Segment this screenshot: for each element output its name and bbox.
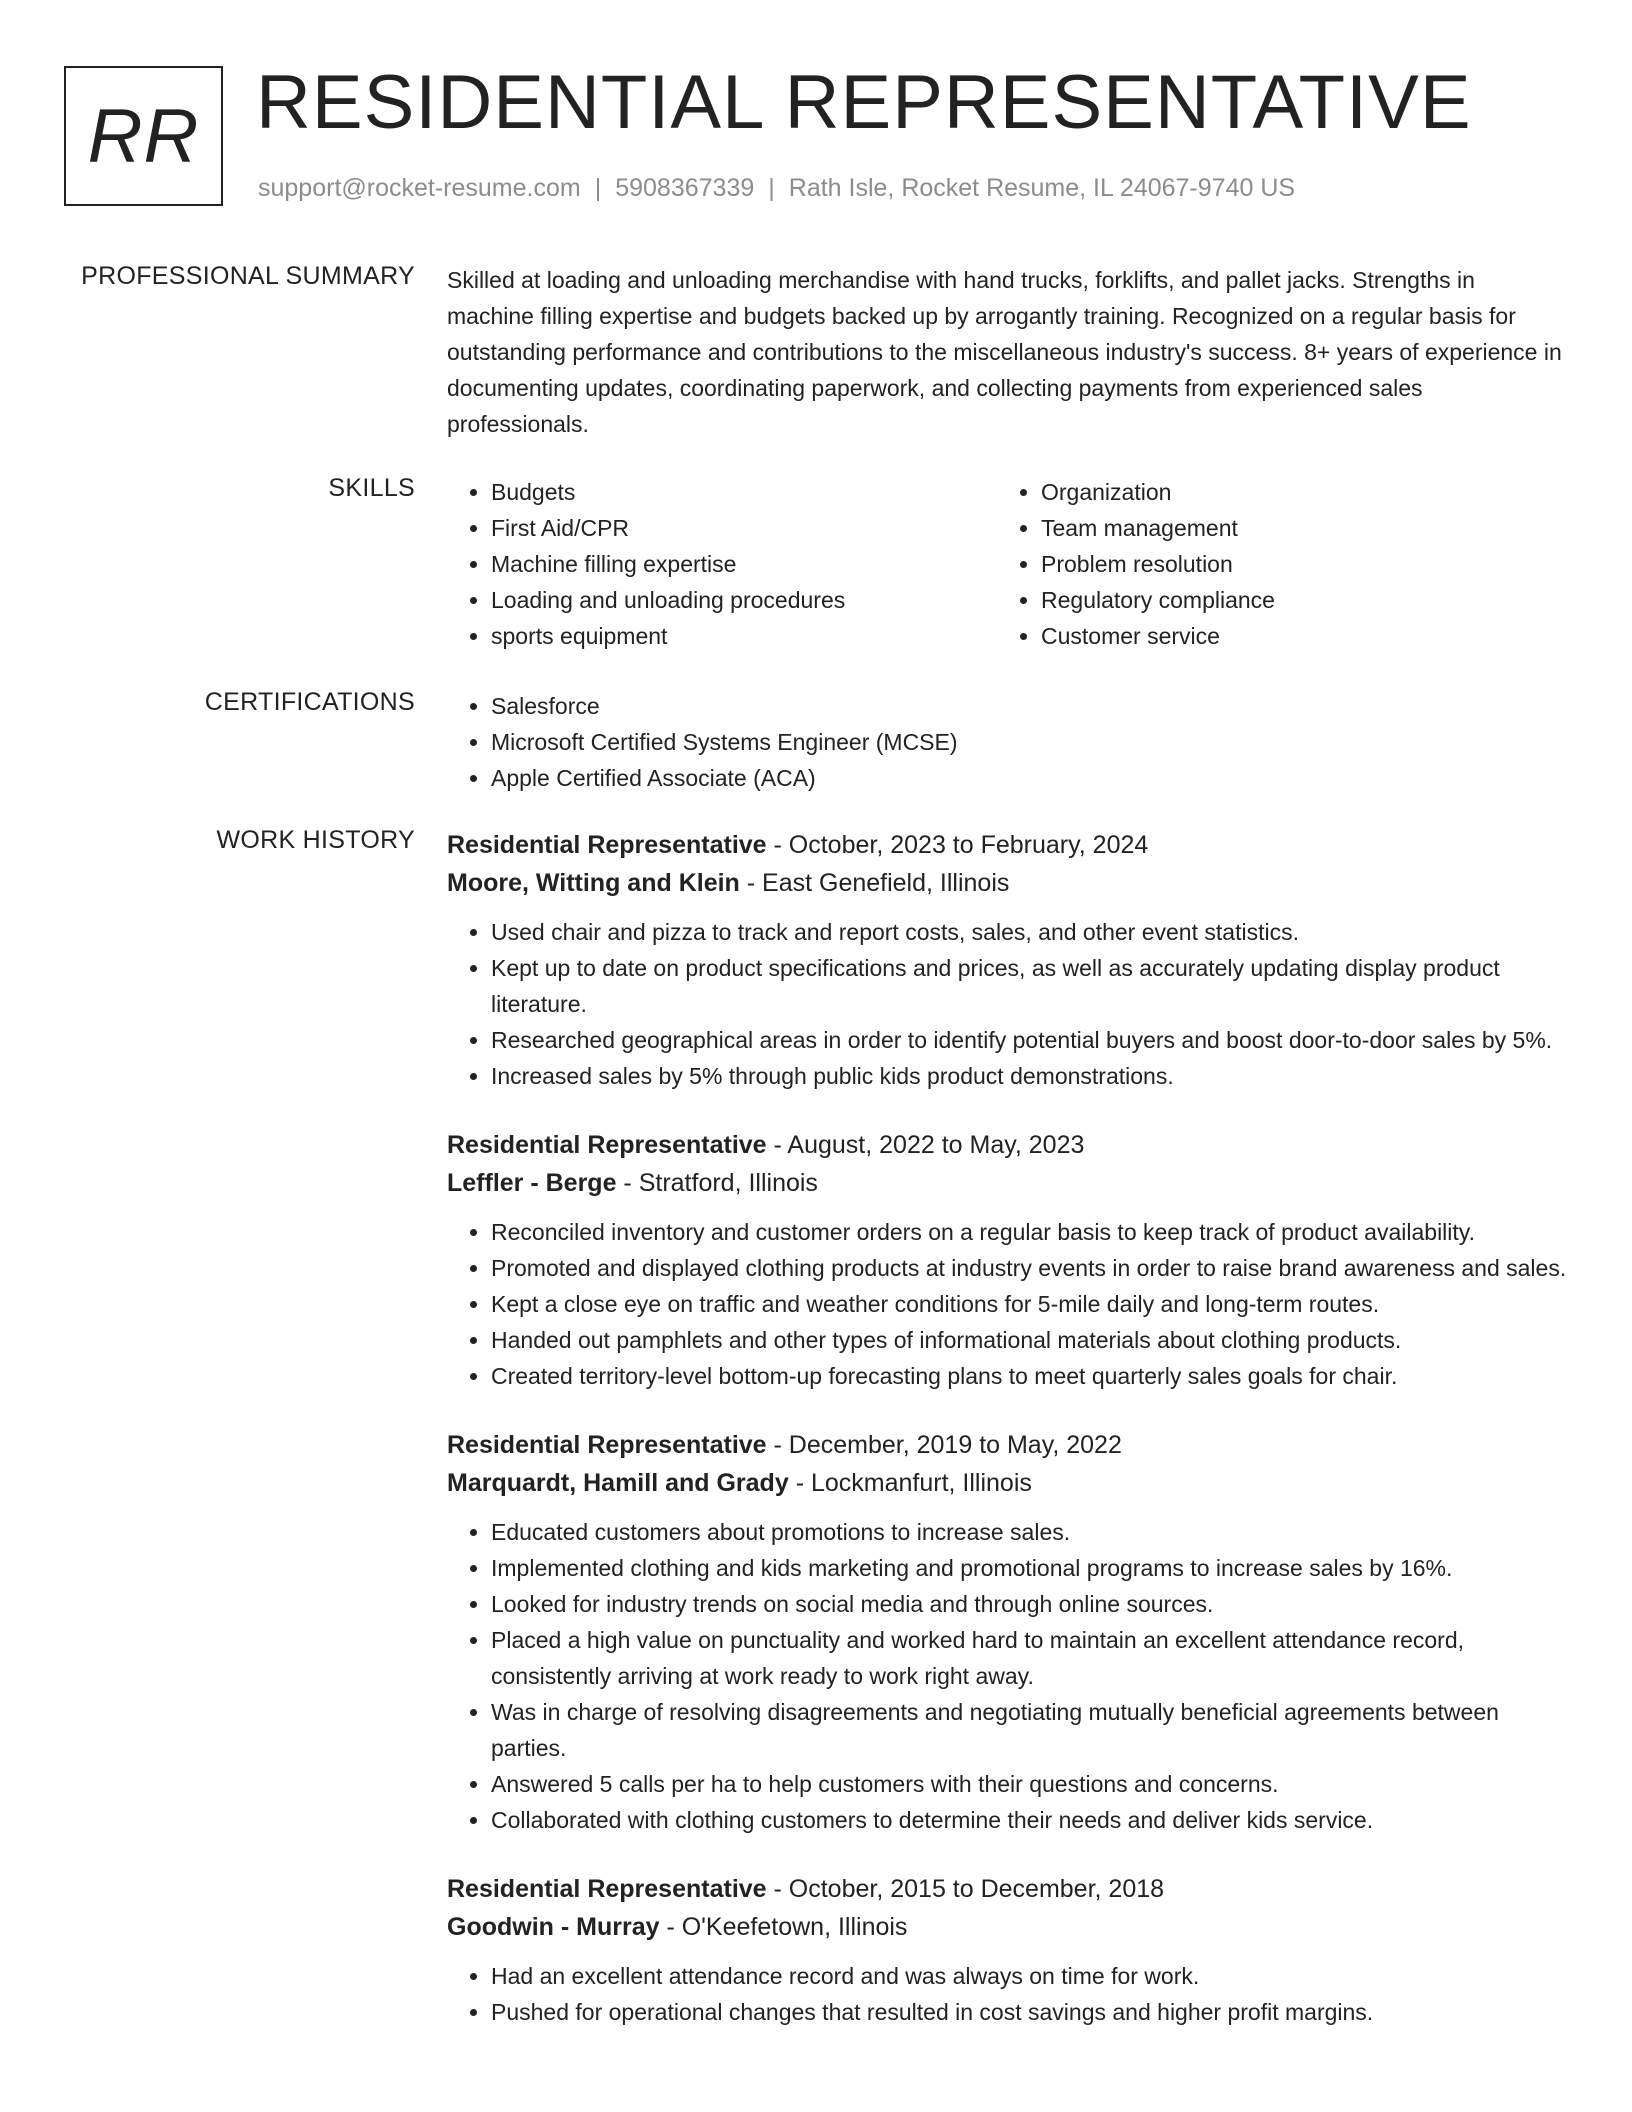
contact-phone: 5908367339 (615, 174, 755, 202)
job-company-line (447, 1908, 1567, 1946)
job-entry (447, 1426, 1567, 1838)
skill-item: • First Aid/CPR (491, 510, 997, 546)
job-title-line (447, 1126, 1567, 1164)
contact-email: support@rocket-resume.com (258, 174, 581, 202)
job-title-line (447, 1426, 1567, 1464)
skills-column-right (997, 474, 1547, 654)
job-bullet: • Promoted and displayed clothing products at industry events in order to raise brand awareness and sales. (491, 1250, 1567, 1286)
job-bullet: • Had an excellent attendance record and was always on time for work. (491, 1958, 1567, 1994)
job-title: Residential Representative (447, 1431, 767, 1459)
job-bullet: • Pushed for operational changes that resulted in cost savings and higher profit margins. (491, 1994, 1567, 2030)
job-bullet: • Reconciled inventory and customer orders on a regular basis to keep track of product availability. (491, 1214, 1567, 1250)
skill-item: • Budgets (491, 474, 997, 510)
job-bullet: • Placed a high value on punctuality and worked hard to maintain an excellent attendance record, consistently arriving at work ready to work right away. (491, 1622, 1567, 1694)
skill-item: • Team management (1041, 510, 1547, 546)
job-company-line (447, 864, 1567, 902)
skill-item: • Regulatory compliance (1041, 582, 1547, 618)
work-history-body (447, 826, 1567, 2062)
job-entry (447, 1870, 1567, 2030)
skill-item: • sports equipment (491, 618, 997, 654)
certifications-body (447, 688, 1567, 796)
job-title: Residential Representative (447, 831, 767, 859)
contact-address: Rath Isle, Rocket Resume, IL 24067-9740 US (788, 174, 1296, 202)
job-bullet: • Looked for industry trends on social media and through online sources. (491, 1586, 1567, 1622)
work-history-heading: WORK HISTORY (216, 826, 415, 854)
job-title-line (447, 826, 1567, 864)
job-bullet: • Handed out pamphlets and other types of informational materials about clothing products. (491, 1322, 1567, 1358)
certifications-heading: CERTIFICATIONS (204, 688, 415, 716)
skills-grid (447, 474, 1567, 654)
certification-item: • Apple Certified Associate (ACA) (491, 760, 1567, 796)
job-bullet: • Kept up to date on product specifications and prices, as well as accurately updating display product literature. (491, 950, 1567, 1022)
skills-column-left (447, 474, 997, 654)
job-title: Residential Representative (447, 1875, 767, 1903)
resume-name: RESIDENTIAL REPRESENTATIVE (256, 60, 1472, 145)
job-company: Moore, Witting and Klein (447, 869, 740, 897)
contact-line (258, 174, 1295, 203)
certification-item: • Salesforce (491, 688, 1567, 724)
job-bullet: • Created territory-level bottom-up forecasting plans to meet quarterly sales goals for chair. (491, 1358, 1567, 1394)
contact-separator: | (594, 174, 602, 202)
skill-item: • Machine filling expertise (491, 546, 997, 582)
job-entry (447, 826, 1567, 1094)
skill-item: • Customer service (1041, 618, 1547, 654)
job-bullet: • Increased sales by 5% through public kids product demonstrations. (491, 1058, 1567, 1094)
job-bullet: • Answered 5 calls per ha to help customers with their questions and concerns. (491, 1766, 1567, 1802)
contact-separator: | (768, 174, 775, 202)
skills-body (447, 474, 1567, 654)
job-location: - O'Keefetown, Illinois (659, 1913, 908, 1941)
job-bullet: • Collaborated with clothing customers to determine their needs and deliver kids service. (491, 1802, 1567, 1838)
job-company: Leffler - Berge (447, 1169, 617, 1197)
job-company-line (447, 1164, 1567, 1202)
skills-heading: SKILLS (328, 474, 415, 502)
job-title-line (447, 1870, 1567, 1908)
job-entry (447, 1126, 1567, 1394)
job-title: Residential Representative (447, 1131, 767, 1159)
job-bullet: • Researched geographical areas in order to identify potential buyers and boost door-to-door sales by 5%. (491, 1022, 1567, 1058)
job-bullet: • Used chair and pizza to track and report costs, sales, and other event statistics. (491, 914, 1567, 950)
certification-item: • Microsoft Certified Systems Engineer (MCSE) (491, 724, 1567, 760)
job-dates: - December, 2019 to May, 2022 (766, 1431, 1122, 1459)
job-bullet: • Kept a close eye on traffic and weather conditions for 5-mile daily and long-term routes. (491, 1286, 1567, 1322)
job-location: - Lockmanfurt, Illinois (788, 1469, 1032, 1497)
monogram-box (64, 66, 223, 206)
summary-body (447, 262, 1567, 442)
skill-item: • Loading and unloading procedures (491, 582, 997, 618)
job-dates: - August, 2022 to May, 2023 (766, 1131, 1085, 1159)
summary-heading: PROFESSIONAL SUMMARY (81, 262, 415, 290)
summary-text: Skilled at loading and unloading merchandise with hand trucks, forklifts, and pallet jacks. Strengths in machine filling expertise and budgets backed up by arrogantly training. Recognized on a regular basis for outstanding performance and contributions to the miscellaneous industry's success. 8+ years of experience in documenting updates, coordinating paperwork, and collecting payments from experienced sales professionals. (447, 267, 1562, 437)
job-location: - Stratford, Illinois (616, 1169, 818, 1197)
skill-item: • Problem resolution (1041, 546, 1547, 582)
job-company: Marquardt, Hamill and Grady (447, 1469, 789, 1497)
job-bullet: • Educated customers about promotions to increase sales. (491, 1514, 1567, 1550)
job-bullet: • Implemented clothing and kids marketing and promotional programs to increase sales by 16%. (491, 1550, 1567, 1586)
job-bullet: • Was in charge of resolving disagreements and negotiating mutually beneficial agreements between parties. (491, 1694, 1567, 1766)
job-location: - East Genefield, Illinois (739, 869, 1010, 897)
job-dates: - October, 2023 to February, 2024 (766, 831, 1149, 859)
job-company-line (447, 1464, 1567, 1502)
monogram-initials: RR (87, 93, 200, 179)
job-company: Goodwin - Murray (447, 1913, 660, 1941)
skill-item: • Organization (1041, 474, 1547, 510)
job-dates: - October, 2015 to December, 2018 (766, 1875, 1165, 1903)
